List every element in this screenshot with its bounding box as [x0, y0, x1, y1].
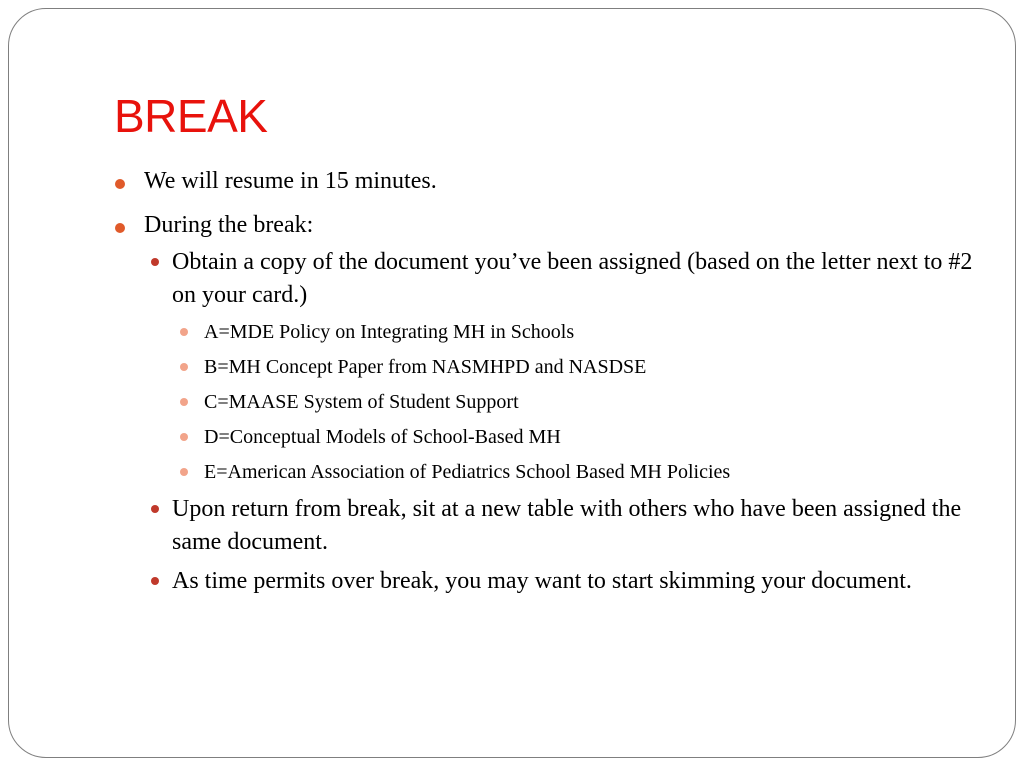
sub-bullet-text: As time permits over break, you may want to start skimming your document. [172, 568, 912, 594]
sub-bullet-item [142, 246, 980, 486]
sub-bullet-text: Obtain a copy of the document you’ve been assigned (based on the letter next to #2 on your card.) [172, 249, 973, 308]
bullet-item [112, 166, 982, 196]
document-item [172, 423, 980, 451]
document-list [172, 318, 980, 486]
bullet-dot-icon [180, 328, 188, 336]
bullet-text: We will resume in 15 minutes. [144, 168, 437, 194]
bullet-dot-icon [151, 505, 159, 513]
document-text: A=MDE Policy on Integrating MH in Schools [204, 321, 575, 343]
document-item [172, 458, 980, 486]
bullet-dot-icon [151, 577, 159, 585]
sub-bullet-item [142, 493, 980, 559]
document-text: E=American Association of Pediatrics School Based MH Policies [204, 461, 731, 483]
sub-bullet-list [144, 246, 982, 598]
sub-bullet-item [142, 565, 980, 598]
sub-bullet-text: Upon return from break, sit at a new table with others who have been assigned the same document. [172, 496, 962, 555]
bullet-dot-icon [180, 398, 188, 406]
bullet-dot-icon [180, 468, 188, 476]
bullet-list [112, 166, 982, 598]
document-item [172, 318, 980, 346]
bullet-item [112, 210, 982, 598]
bullet-dot-icon [180, 433, 188, 441]
bullet-dot-icon [180, 363, 188, 371]
bullet-dot-icon [115, 223, 125, 233]
document-text: C=MAASE System of Student Support [204, 391, 519, 413]
document-item [172, 353, 980, 381]
document-text: B=MH Concept Paper from NASMHPD and NASDSE [204, 356, 647, 378]
bullet-text: During the break: [144, 212, 314, 238]
slide-title: BREAK [114, 90, 268, 142]
slide-content [112, 166, 982, 604]
bullet-dot-icon [115, 179, 125, 189]
document-item [172, 388, 980, 416]
document-text: D=Conceptual Models of School-Based MH [204, 426, 561, 448]
bullet-dot-icon [151, 258, 159, 266]
